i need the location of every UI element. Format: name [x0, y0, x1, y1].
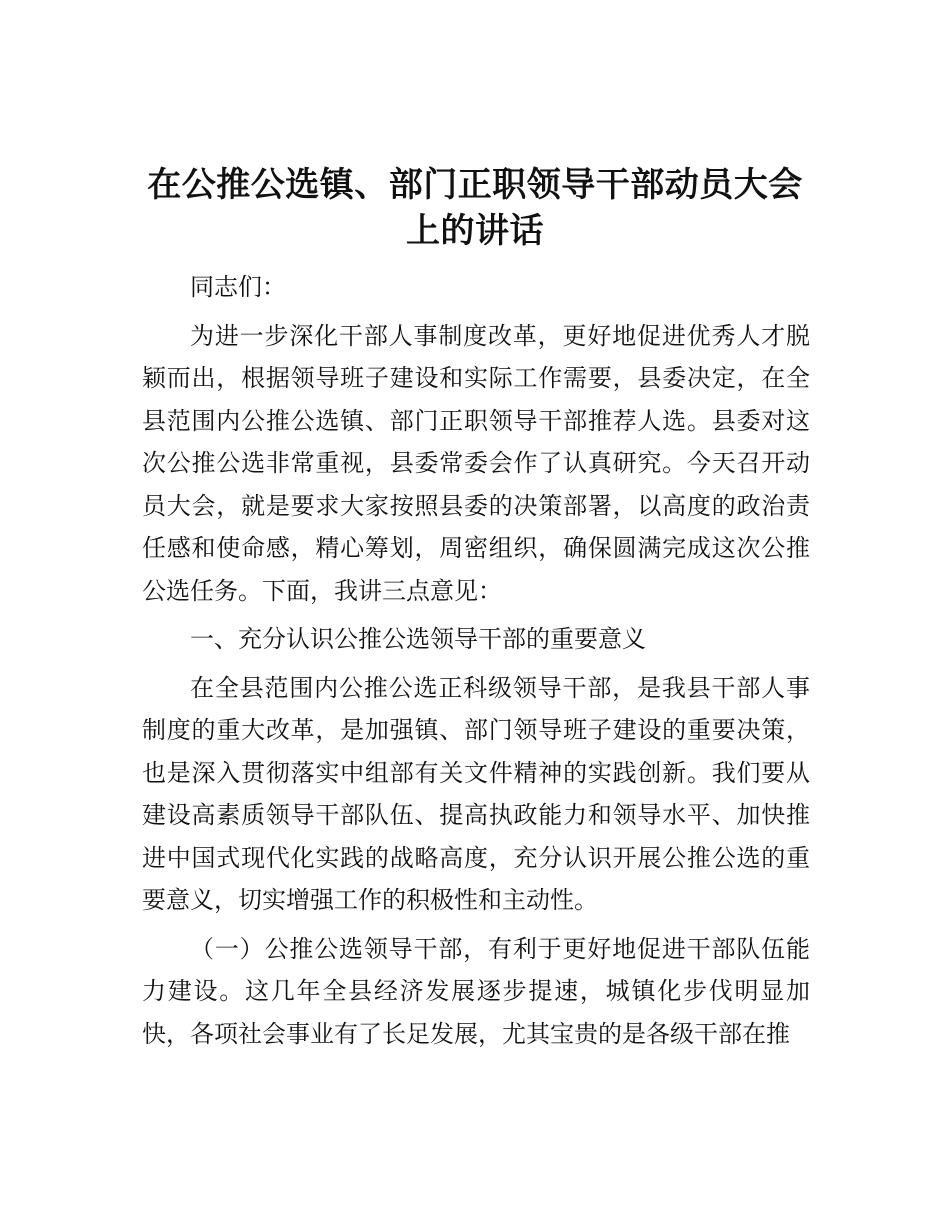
document-title: 在公推公选镇、部门正职领导干部动员大会上的讲话 — [147, 165, 803, 251]
section-heading: 一、充分认识公推公选领导干部的重要意义 — [190, 625, 646, 653]
paragraph: 为进一步深化干部人事制度改革，更好地促进优秀人才脱颖而出，根据领导班子建设和实际工作需要，县委决定，在全县范围内公推公选镇、部门正职领导干部推荐人选。县委对这次公推公选非常重视，县委常委会作了认真研究。今天召开动员大会，就是要求大家按照县委的决策部署，以高度的政治责任感和使命感，精心筹划，周密组织，确保圆满完成这次公推公选任务。下面，我讲三点意见： — [142, 321, 810, 605]
paragraph: （一）公推公选领导干部，有利于更好地促进干部队伍能力建设。这几年全县经济发展逐步提速，城镇化步伐明显加快，各项社会事业有了长足发展，尤其宝贵的是各级干部在推 — [142, 934, 810, 1048]
paragraph: 在全县范围内公推公选正科级领导干部，是我县干部人事制度的重大改革，是加强镇、部门领导班子建设的重要决策，也是深入贯彻落实中组部有关文件精神的实践创新。我们要从建设高素质领导干部队伍、提高执政能力和领导水平、加快推进中国式现代化实践的战略高度，充分认识开展公推公选的重要意义，切实增强工作的积极性和主动性。 — [142, 673, 810, 914]
document-body — [142, 266, 810, 1055]
salutation: 同志们： — [190, 273, 286, 301]
